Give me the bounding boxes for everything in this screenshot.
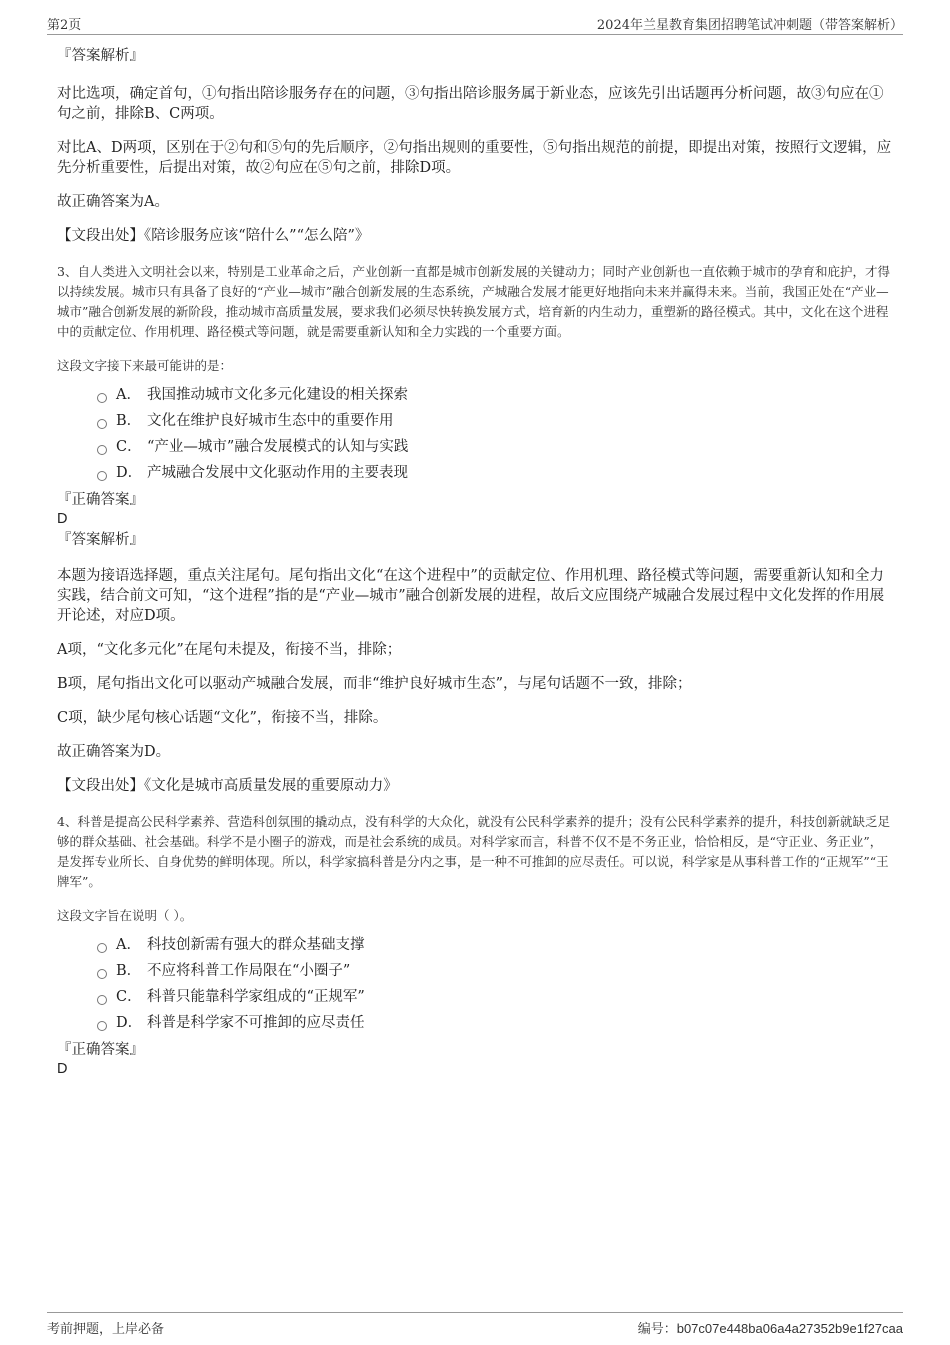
analysis-paragraph: 本题为接语选择题，重点关注尾句。尾句指出文化“在这个进程中”的贡献定位、作用机理、路径模式等问题，需要重新认知和全力实践，结合前文可知，“这个进程”指的是“产业—城市”融合创新发展的进程，故后文应围绕产城融合发展过程中文化发挥的作用展开论述，对应D项。: [57, 568, 885, 624]
radio-icon[interactable]: [97, 995, 107, 1005]
analysis-label: 『答案解析』: [57, 48, 144, 64]
radio-icon[interactable]: [97, 1021, 107, 1031]
conclusion: 故正确答案为A。: [57, 194, 169, 210]
correct-answer-label: 『正确答案』: [57, 1042, 144, 1058]
analysis-paragraph: A项，“文化多元化”在尾句未提及，衔接不当，排除；: [57, 642, 402, 658]
option-list: [97, 382, 892, 486]
question-stem: 3、自人类进入文明社会以来，特别是工业革命之后，产业创新一直都是城市创新发展的关键动力；同时产业创新也一直依赖于城市的孕育和庇护，才得以持续发展。城市只有具备了良好的“产业—城市”融合创新发展的生态系统，产城融合发展才能更好地指向未来并赢得未来。当前，我国正处在“产业—城市”融合创新发展的新阶段，推动城市高质量发展，要求我们必须尽快转换发展方式，培育新的内生动力，重塑新的路径模式。其中，文化在这个进程中的贡献定位、作用机理、路径模式等问题，就是需要重新认知和全力实践的一个重要方面。: [57, 264, 890, 339]
analysis-paragraph: 对比A、D两项，区别在于②句和⑤句的先后顺序，②句指出规则的重要性，⑤句指出规范的前提，即提出对策，按照行文逻辑，应先分析重要性，后提出对策，故②句应在⑤句之前，排除D项。: [57, 140, 892, 176]
correct-answer: D: [57, 1061, 68, 1077]
radio-icon[interactable]: [97, 969, 107, 979]
code-value: b07c07e448ba06a4a27352b9e1f27caa: [676, 1321, 903, 1336]
analysis-label: 『答案解析』: [57, 532, 144, 548]
footer-slogan: 考前押题，上岸必备: [47, 1322, 165, 1337]
option-c[interactable]: [97, 434, 892, 460]
radio-icon[interactable]: [97, 393, 107, 403]
option-letter: D．: [116, 465, 143, 481]
source-citation: 【文段出处】《文化是城市高质量发展的重要原动力》: [57, 778, 398, 794]
page-footer: [47, 1312, 903, 1341]
option-letter: C．: [116, 989, 142, 1005]
source-citation: 【文段出处】《陪诊服务应该“陪什么”“怎么陪”》: [57, 228, 370, 244]
page-header: [47, 14, 903, 35]
option-d[interactable]: [97, 1010, 892, 1036]
option-b[interactable]: [97, 408, 892, 434]
page-number: 第2页: [47, 18, 82, 33]
analysis-paragraph: B项，尾句指出文化可以驱动产城融合发展，而非“维护良好城市生态”，与尾句话题不一致，排除；: [57, 676, 692, 692]
option-a[interactable]: [97, 932, 892, 958]
analysis-paragraph: C项，缺少尾句核心话题“文化”，衔接不当，排除。: [57, 710, 388, 726]
question-prompt: 这段文字接下来最可能讲的是：: [57, 358, 233, 373]
analysis-paragraph: 对比选项，确定首句，①句指出陪诊服务存在的问题，③句指出陪诊服务属于新业态，应该先引出话题再分析问题，故③句应在①句之前，排除B、C两项。: [57, 86, 884, 122]
radio-icon[interactable]: [97, 943, 107, 953]
option-letter: A．: [116, 937, 141, 953]
option-d[interactable]: [97, 460, 892, 486]
question-stem: 4、科普是提高公民科学素养、营造科创氛围的撬动点，没有科学的大众化，就没有公民科学素养的提升；没有公民科学素养的提升，科技创新就缺乏足够的群众基础、社会基础。科学不是小圈子的游戏，而是社会系统的成员。对科学家而言，科普不仅不是不务正业，恰恰相反，是“守正业、务正业”，是发挥专业所长、自身优势的鲜明体现。所以，科学家搞科普是分内之事，是一种不可推卸的应尽责任。可以说，科学家是从事科普工作的“正规军”“王牌军”。: [57, 814, 890, 889]
option-text: 文化在维护良好城市生态中的重要作用: [147, 413, 394, 429]
radio-icon[interactable]: [97, 471, 107, 481]
option-letter: B．: [116, 963, 142, 979]
option-c[interactable]: [97, 984, 892, 1010]
option-text: 不应将科普工作局限在“小圈子”: [147, 963, 351, 979]
conclusion: 故正确答案为D。: [57, 744, 171, 760]
correct-answer-label: 『正确答案』: [57, 492, 144, 508]
code-label: 编号：: [637, 1322, 677, 1337]
option-letter: B．: [116, 413, 142, 429]
page-content: [57, 46, 892, 1080]
question-prompt: 这段文字旨在说明（ ）。: [57, 908, 193, 923]
radio-icon[interactable]: [97, 445, 107, 455]
option-list: [97, 932, 892, 1036]
option-a[interactable]: [97, 382, 892, 408]
option-text: “产业—城市”融合发展模式的认知与实践: [147, 439, 409, 455]
option-text: 产城融合发展中文化驱动作用的主要表现: [147, 465, 408, 481]
document-title: 2024年兰星教育集团招聘笔试冲刺题（带答案解析）: [596, 18, 903, 33]
option-text: 科普只能靠科学家组成的“正规军”: [147, 989, 365, 1005]
correct-answer: D: [57, 511, 68, 527]
option-letter: D．: [116, 1015, 143, 1031]
option-text: 我国推动城市文化多元化建设的相关探索: [147, 387, 408, 403]
option-letter: C．: [116, 439, 142, 455]
option-letter: A．: [116, 387, 141, 403]
radio-icon[interactable]: [97, 419, 107, 429]
option-b[interactable]: [97, 958, 892, 984]
option-text: 科技创新需有强大的群众基础支撑: [147, 937, 365, 953]
option-text: 科普是科学家不可推卸的应尽责任: [147, 1015, 365, 1031]
document-code: [638, 1318, 903, 1337]
